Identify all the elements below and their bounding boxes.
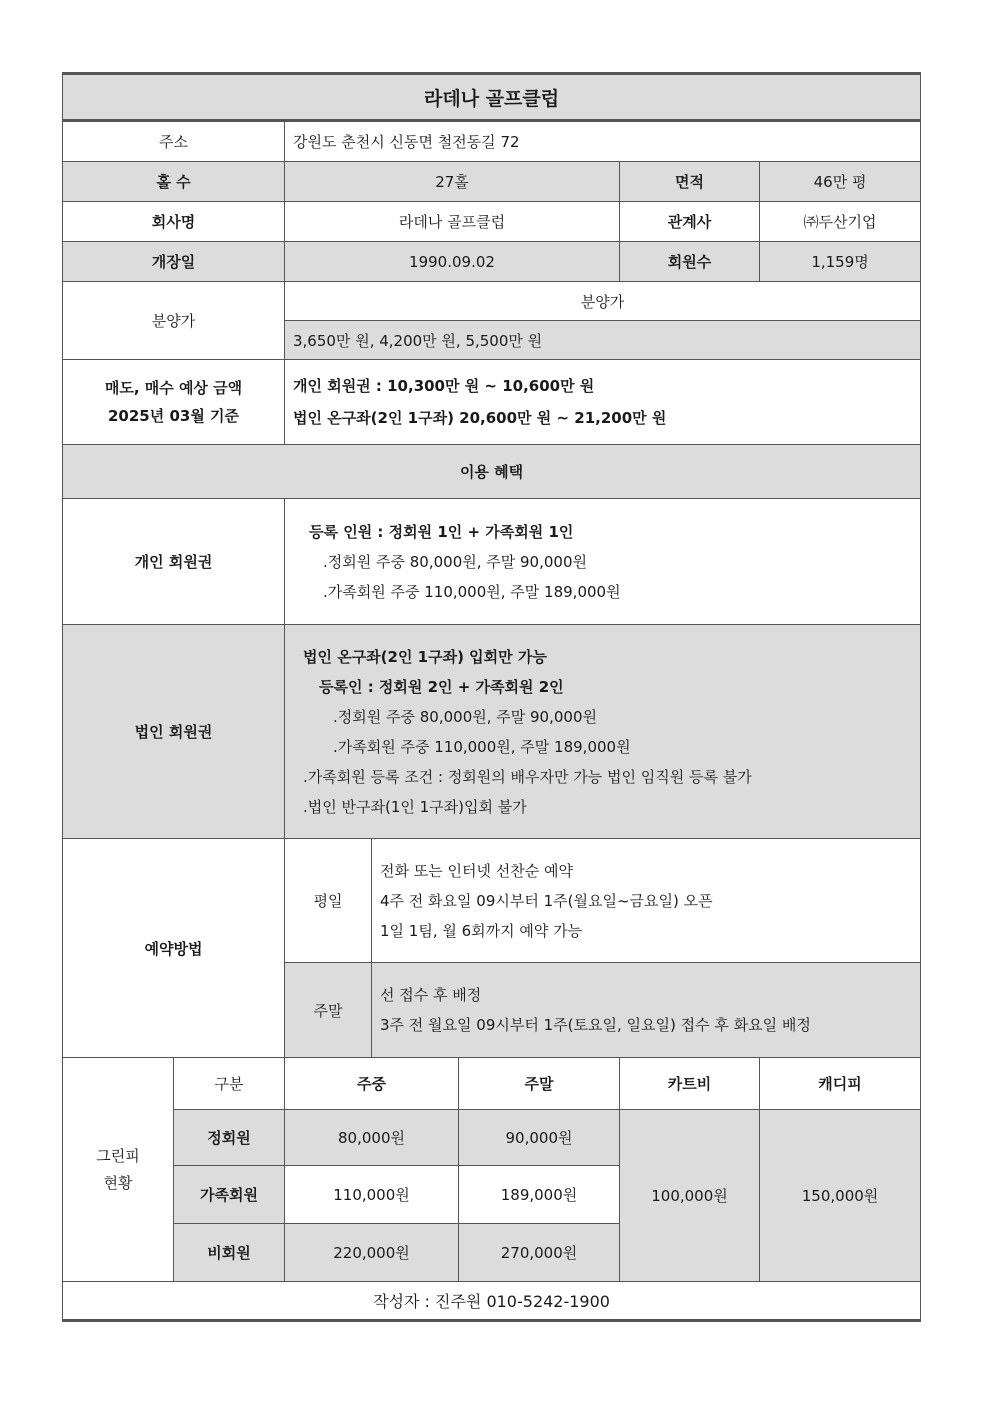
greenfee-row-type: 정회원 [174,1110,285,1166]
address-value: 강원도 춘천시 신동면 철전동길 72 [285,121,921,162]
members-label: 회원수 [620,242,760,282]
corporate-line1: 법인 온구좌(2인 1구좌) 입회만 가능 [303,647,547,666]
weekday-line2: 4주 전 화요일 09시부터 1주(월요일~금요일) 오픈 [380,891,713,910]
sale-price-header: 분양가 [285,282,921,321]
area-value: 46만 평 [760,162,921,202]
trade-line2: 법인 온구좌(2인 1구좌) 20,600만 원 ~ 21,200만 원 [293,409,667,427]
benefits-header: 이용 혜택 [63,445,921,499]
company-value: 라데나 골프클럽 [285,202,620,242]
greenfee-row-weekday: 220,000원 [285,1224,459,1282]
individual-line3: .가족회원 주중 110,000원, 주말 189,000원 [323,582,621,601]
affiliate-label: 관계사 [620,202,760,242]
weekday-label: 평일 [285,839,372,963]
greenfee-label-line1: 그린피 [96,1146,140,1165]
trade-label-line1: 매도, 매수 예상 금액 [104,379,243,397]
greenfee-header-category: 구분 [174,1058,285,1110]
weekend-label: 주말 [285,963,372,1058]
corporate-line6: .법인 반구좌(1인 1구좌)입회 불가 [303,797,527,816]
weekend-reservation-details [372,963,921,1058]
area-label: 면적 [620,162,760,202]
opening-date-label: 개장일 [63,242,285,282]
sale-price-label: 분양가 [63,282,285,360]
individual-line2: .정회원 주중 80,000원, 주말 90,000원 [323,552,587,571]
trade-price-value [285,360,921,445]
company-label: 회사명 [63,202,285,242]
page-title: 라데나 골프클럽 [63,74,921,121]
corporate-membership-label: 법인 회원권 [63,625,285,839]
address-label: 주소 [63,121,285,162]
weekend-line2: 3주 전 월요일 09시부터 1주(토요일, 일요일) 접수 후 화요일 배정 [380,1016,811,1034]
greenfee-row-weekend: 90,000원 [459,1110,620,1166]
greenfee-row-type: 비회원 [174,1224,285,1282]
greenfee-row-type: 가족회원 [174,1166,285,1224]
corporate-line2: 등록인 : 정회원 2인 + 가족회원 2인 [319,677,564,696]
info-table [62,72,921,1322]
opening-date-value: 1990.09.02 [285,242,620,282]
affiliate-value: ㈜두산기업 [760,202,921,242]
members-value: 1,159명 [760,242,921,282]
corporate-line5: .가족회원 등록 조건 : 정회원의 배우자만 가능 법인 임직원 등록 불가 [303,767,752,786]
author-info: 작성자 : 진주원 010-5242-1900 [63,1282,921,1321]
caddie-fee-value: 150,000원 [760,1110,921,1282]
trade-label-line2: 2025년 03월 기준 [107,407,240,425]
greenfee-header-caddie: 캐디피 [760,1058,921,1110]
holes-value: 27홀 [285,162,620,202]
greenfee-header-weekday: 주중 [285,1058,459,1110]
corporate-line3: .정회원 주중 80,000원, 주말 90,000원 [333,707,597,726]
greenfee-row-weekend: 189,000원 [459,1166,620,1224]
trade-price-label [63,360,285,445]
holes-label: 홀 수 [63,162,285,202]
greenfee-label-line2: 현황 [103,1173,133,1192]
greenfee-header-cart: 카트비 [620,1058,760,1110]
individual-membership-details [285,499,921,625]
greenfee-row-weekend: 270,000원 [459,1224,620,1282]
golf-club-info-sheet [62,72,920,1322]
sale-price-value: 3,650만 원, 4,200만 원, 5,500만 원 [285,321,921,360]
weekend-line1: 선 접수 후 배정 [380,986,482,1004]
individual-membership-label: 개인 회원권 [63,499,285,625]
greenfee-row-weekday: 80,000원 [285,1110,459,1166]
corporate-membership-details [285,625,921,839]
greenfee-header-weekend: 주말 [459,1058,620,1110]
trade-line1: 개인 회원권 : 10,300만 원 ~ 10,600만 원 [293,377,595,395]
greenfee-row-weekday: 110,000원 [285,1166,459,1224]
reservation-label: 예약방법 [63,839,285,1058]
weekday-line3: 1일 1팀, 월 6회까지 예약 가능 [380,921,583,940]
corporate-line4: .가족회원 주중 110,000원, 주말 189,000원 [333,737,631,756]
weekday-line1: 전화 또는 인터넷 선찬순 예약 [380,861,573,880]
greenfee-label [63,1058,174,1282]
weekday-reservation-details [372,839,921,963]
individual-line1: 등록 인원 : 정회원 1인 + 가족회원 1인 [309,522,574,541]
cart-fee-value: 100,000원 [620,1110,760,1282]
